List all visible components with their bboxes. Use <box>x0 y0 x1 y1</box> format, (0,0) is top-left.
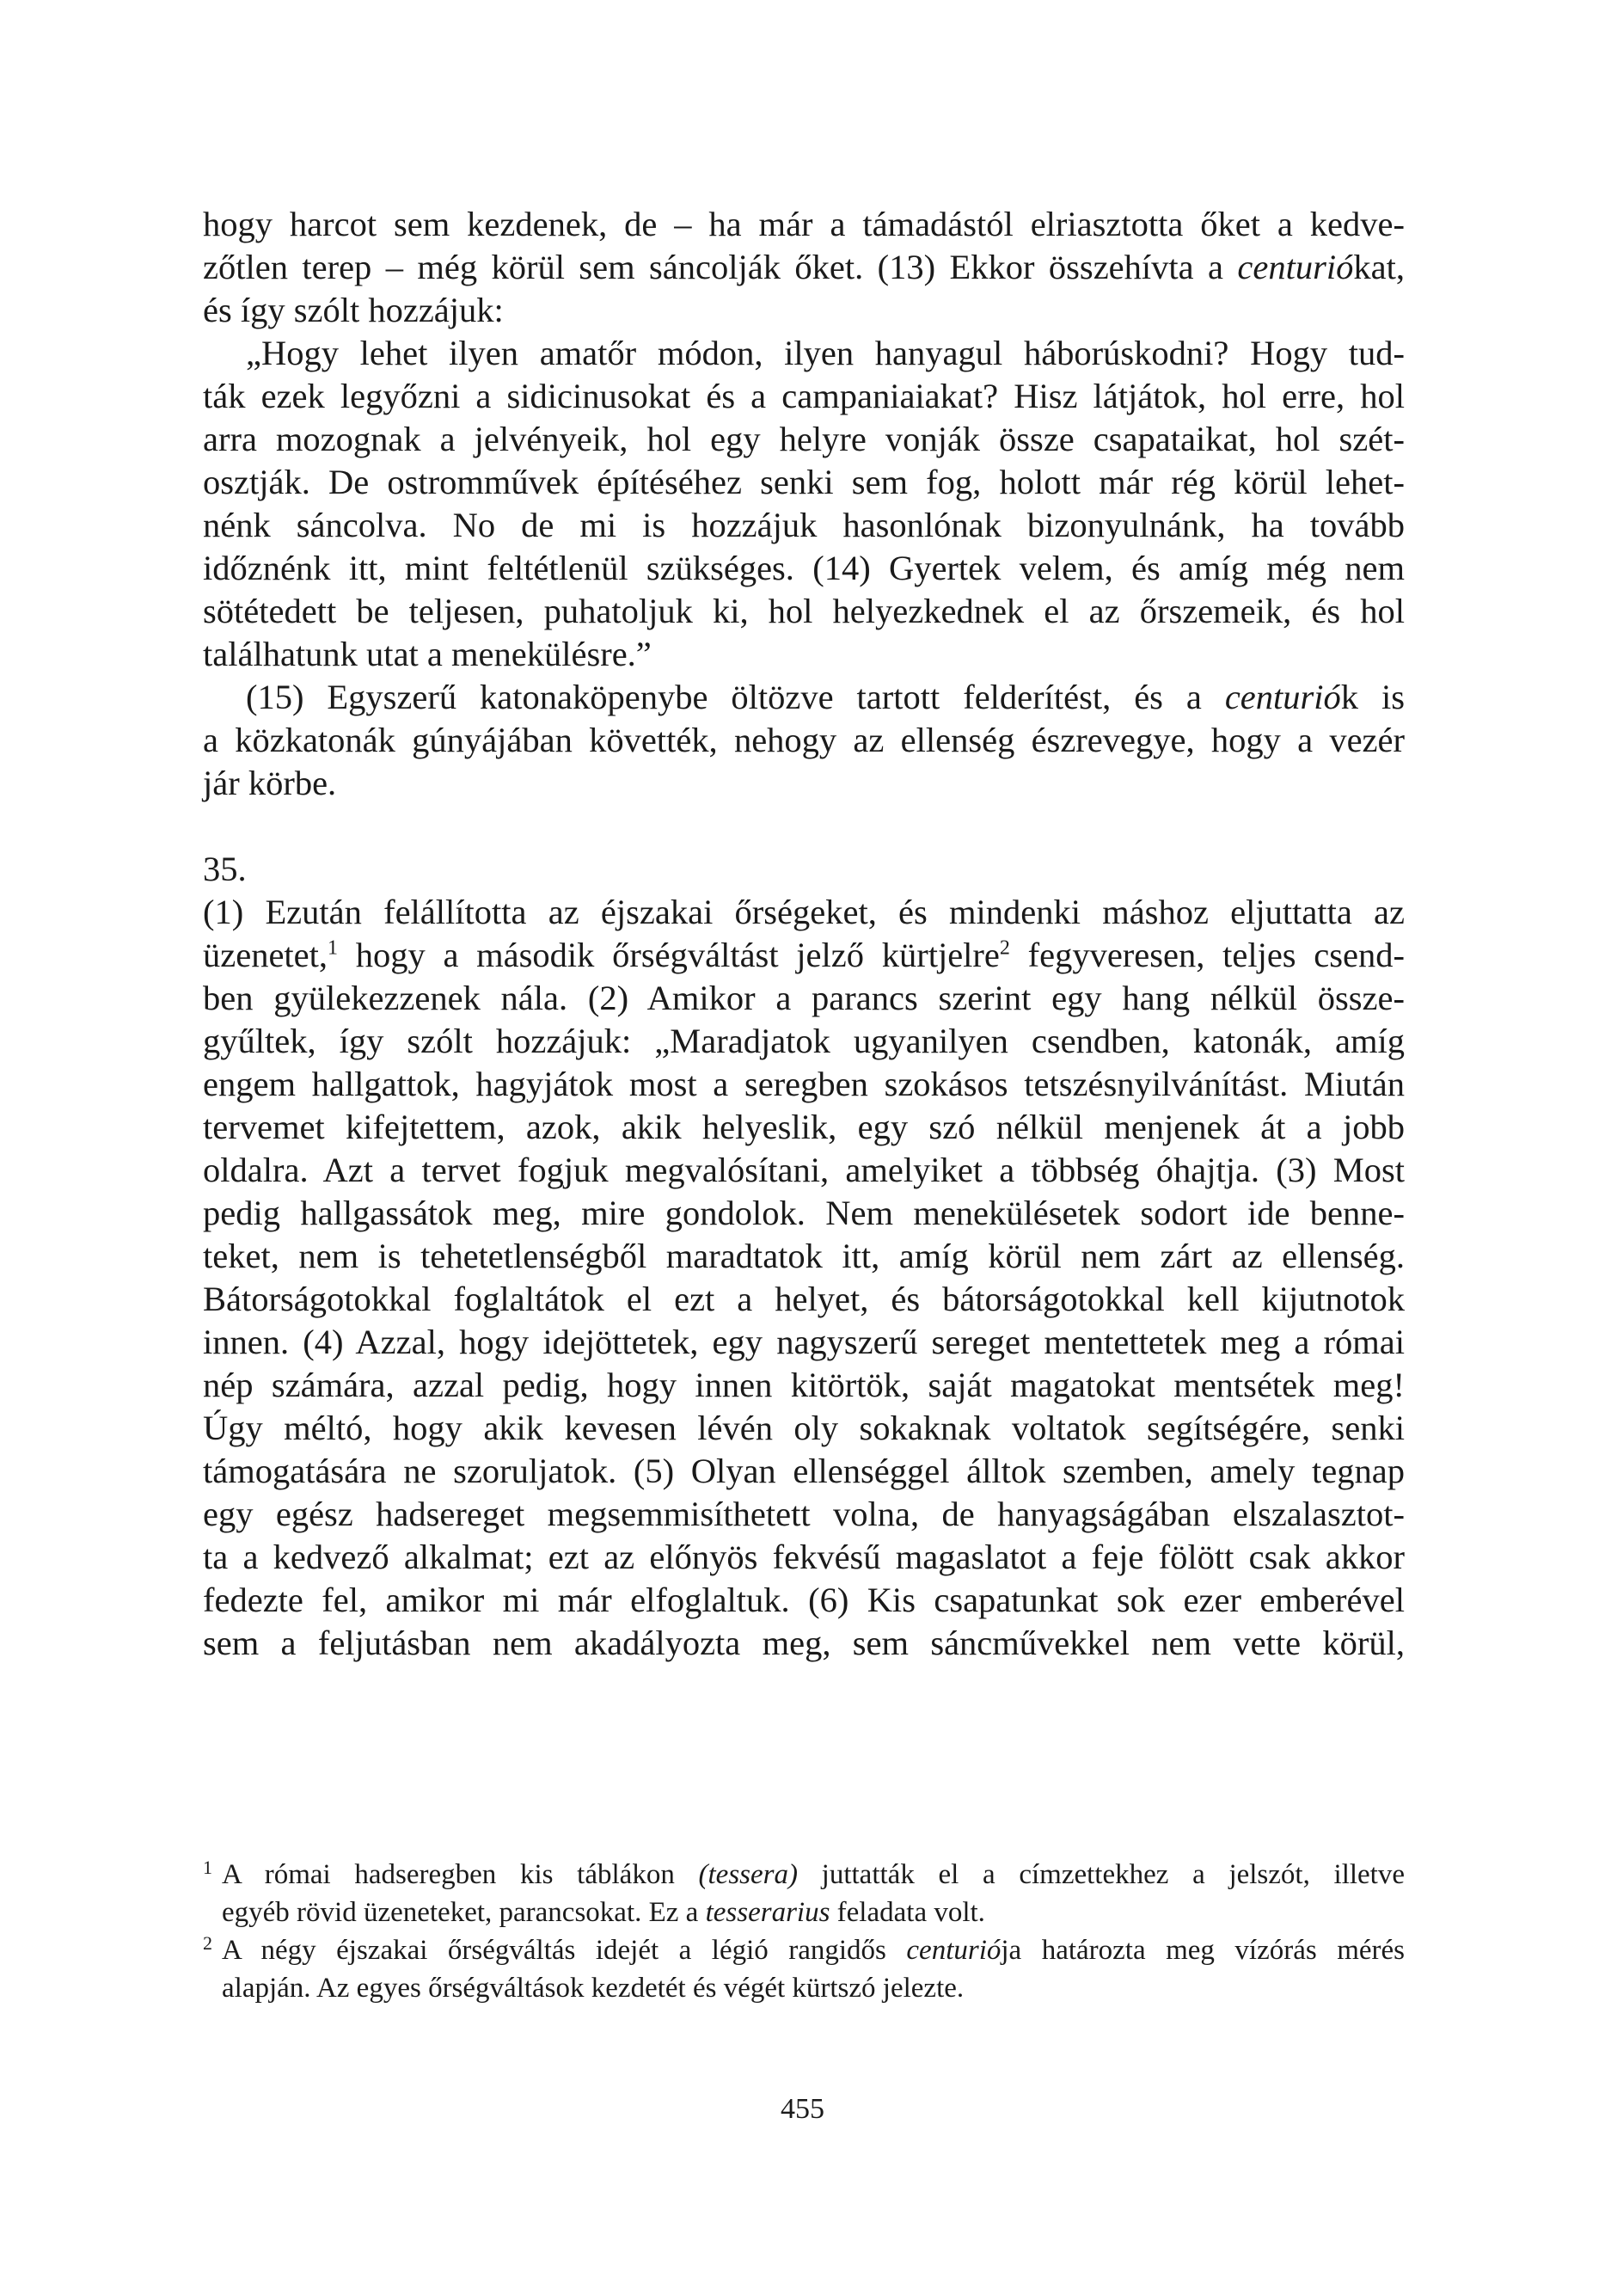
text-line: támogatására ne szoruljatok. (5) Olyan ellenséggel álltok szemben, amely tegnap <box>203 1452 1405 1490</box>
text-span: A római hadseregben kis táblákon <box>222 1859 699 1890</box>
footnote-mark: 2 <box>203 1932 212 1954</box>
text-line: sem a feljutásban nem akadályozta meg, sem sáncművekkel nem vette körül, <box>203 1624 1405 1662</box>
page-body <box>203 203 1405 1665</box>
page-number: 455 <box>781 2093 824 2125</box>
main-text <box>203 203 1405 805</box>
footnote-line <box>222 1931 1405 1969</box>
text-span: egyéb rövid üzeneteket, parancsokat. Ez a <box>222 1897 706 1928</box>
text-line: ta a kedvező alkalmat; ezt az előnyös fekvésű magaslatot a feje fölött csak akkor <box>203 1538 1405 1576</box>
text-line: tervemet kifejtettem, azok, akik helyeslik, egy szó nélkül menjenek át a jobb <box>203 1108 1405 1146</box>
text-line: egy egész hadsereget megsemmisíthetett volna, de hanyagságában elszalasztot- <box>203 1495 1405 1533</box>
text-line: ben gyülekezzenek nála. (2) Amikor a parancs szerint egy hang nélkül össze- <box>203 979 1405 1017</box>
quote-line: arra mozognak a jelvényeik, hol egy helyre vonják össze csapataikat, hol szét- <box>203 420 1405 458</box>
text-line: pedig hallgassátok meg, mire gondolok. Nem menekülésetek sodort ide benne- <box>203 1194 1405 1232</box>
italic-term: (tessera) <box>698 1859 798 1890</box>
italic-term: centurió <box>1224 678 1341 716</box>
footnote-line: alapján. Az egyes őrségváltások kezdetét és végét kürtszó jelezte. <box>222 1973 965 2004</box>
section-number: 35. <box>203 850 247 888</box>
text-span: juttatták el a címzettekhez a jelszót, illetve <box>797 1859 1405 1890</box>
text-line <box>203 246 1405 289</box>
footnote-ref[interactable]: 1 <box>328 936 339 960</box>
quote-line: nénk sáncolva. No de mi is hozzájuk hasonlónak bizonyulnánk, ha tovább <box>203 506 1405 544</box>
italic-term: tesserarius <box>705 1897 830 1928</box>
quote-line: osztják. De ostromművek építéséhez senki sem fog, holott már rég körül lehet- <box>203 463 1405 501</box>
text-line: engem hallgattok, hagyjátok most a seregben szokásos tetszésnyilvánítást. Miután <box>203 1065 1405 1103</box>
quote-line: sötétedett be teljesen, puhatoljuk ki, hol helyezkednek el az őrszemeik, és hol <box>203 592 1405 630</box>
text-span: hogy a második őrségváltást jelző kürtjelre <box>338 936 1000 974</box>
text-line: Bátorságotokkal foglaltátok el ezt a helyet, és bátorságotokkal kell kijutnotok <box>203 1280 1405 1318</box>
text-span: zőtlen terep – még körül sem sáncolják őket. (13) Ekkor összehívta a <box>203 248 1238 286</box>
text-line: oldalra. Azt a tervet fogjuk megvalósítani, amelyiket a többség óhajtja. (3) Most <box>203 1151 1405 1189</box>
quote-line: „Hogy lehet ilyen amatőr módon, ilyen hanyagul háborúskodni? Hogy tud- <box>246 334 1405 372</box>
quote-line: időznénk itt, mint feltétlenül szükséges. (14) Gyertek velem, és amíg még nem <box>203 549 1405 587</box>
section-text <box>203 891 1405 1665</box>
footnote-line <box>222 1894 1405 1931</box>
text-line: nép számára, azzal pedig, hogy innen kitörtök, saját magatokat mentsétek meg! <box>203 1366 1405 1404</box>
italic-term: centurió <box>906 1935 1002 1966</box>
text-line: fedezte fel, amikor mi már elfoglaltuk. (6) Kis csapatunkat sok ezer emberével <box>203 1581 1405 1619</box>
text-line: teket, nem is tehetetlenségből maradtatok itt, amíg körül nem zárt az ellenség. <box>203 1237 1405 1275</box>
text-span: kat, <box>1353 248 1405 286</box>
quote-line: találhatunk utat a menekülésre.” <box>203 635 652 673</box>
text-line: jár körbe. <box>203 764 337 802</box>
text-line: és így szólt hozzájuk: <box>203 291 504 329</box>
text-span: (15) Egyszerű katonaköpenybe öltözve tartott felderítést, és a <box>246 678 1225 716</box>
footnote-1 <box>203 1856 1405 1931</box>
text-span: üzenetet, <box>203 936 328 974</box>
footnote-2 <box>203 1931 1405 2007</box>
text-span: ja határozta meg vízórás mérés <box>1001 1935 1405 1966</box>
text-line: a közkatonák gúnyájában követték, nehogy az ellenség észrevegye, hogy a vezér <box>203 721 1405 759</box>
footnote-mark: 1 <box>203 1857 212 1878</box>
text-line: hogy harcot sem kezdenek, de – ha már a támadástól elriasztotta őket a kedve- <box>203 205 1405 243</box>
text-span: k is <box>1340 678 1405 716</box>
text-line <box>203 676 1405 719</box>
footnote-ref[interactable]: 2 <box>999 936 1010 960</box>
text-line <box>203 934 1405 977</box>
text-span: fegyveresen, teljes csend- <box>1009 936 1405 974</box>
quote-line: ták ezek legyőzni a sidicinusokat és a campaniaiakat? Hisz látjátok, hol erre, hol <box>203 377 1405 415</box>
text-line: innen. (4) Azzal, hogy idejöttetek, egy nagyszerű sereget mentettetek meg a római <box>203 1323 1405 1361</box>
italic-term: centurió <box>1237 248 1354 286</box>
footnote-line <box>222 1856 1405 1894</box>
text-span: A négy éjszakai őrségváltás idejét a légió rangidős <box>222 1935 907 1966</box>
text-line: (1) Ezután felállította az éjszakai őrségeket, és mindenki máshoz eljuttatta az <box>203 893 1405 931</box>
footnotes <box>203 1856 1405 2007</box>
text-line: Úgy méltó, hogy akik kevesen lévén oly sokaknak voltatok segítségére, senki <box>203 1409 1405 1447</box>
text-line: gyűltek, így szólt hozzájuk: „Maradjatok ugyanilyen csendben, katonák, amíg <box>203 1022 1405 1060</box>
text-span: feladata volt. <box>830 1897 985 1928</box>
